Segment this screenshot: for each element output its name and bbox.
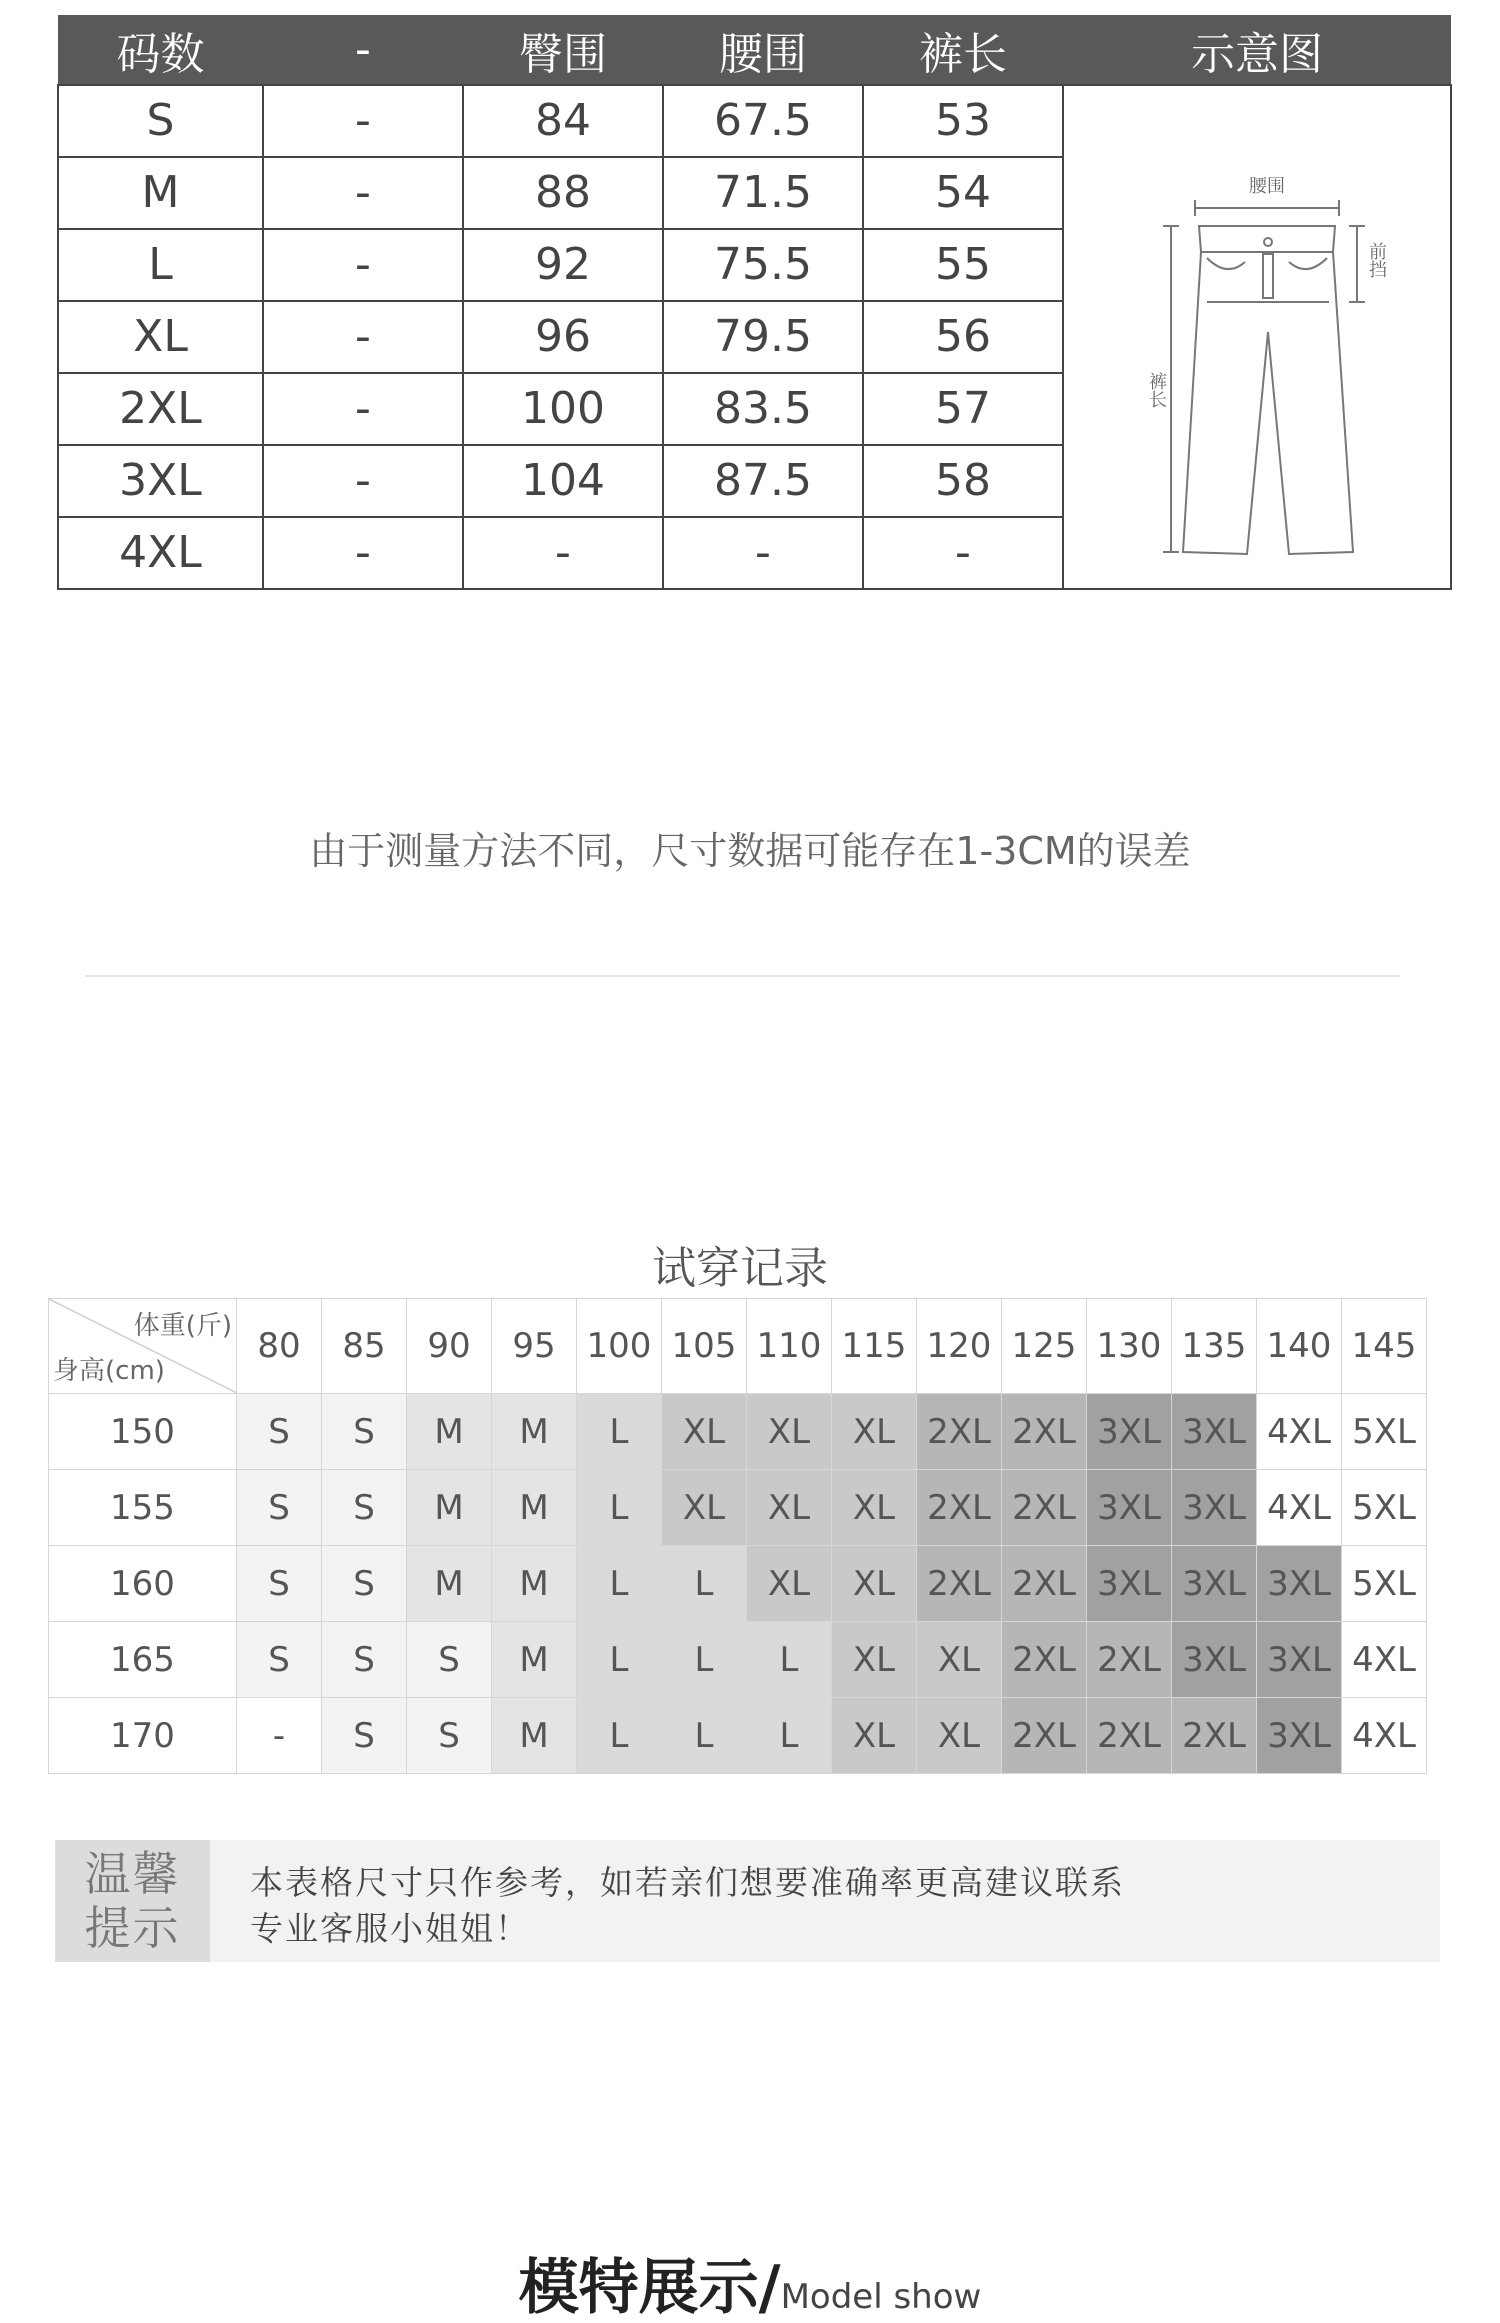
size-cell: 100 — [463, 373, 663, 445]
recommended-size-cell: XL — [747, 1470, 832, 1546]
recommended-size-cell: 2XL — [1172, 1698, 1257, 1774]
size-cell: 71.5 — [663, 157, 863, 229]
recommended-size-cell: 2XL — [917, 1470, 1002, 1546]
size-cell: 55 — [863, 229, 1063, 301]
size-cell: 54 — [863, 157, 1063, 229]
recommended-size-cell: 2XL — [917, 1546, 1002, 1622]
reminder-tag-line: 温馨 — [84, 1847, 181, 1901]
size-cell: - — [263, 157, 463, 229]
recommended-size-cell: 3XL — [1257, 1622, 1342, 1698]
weight-header-cell: 100 — [577, 1299, 662, 1394]
size-cell: 92 — [463, 229, 663, 301]
model-show-heading — [0, 2253, 1500, 2323]
size-cell: - — [263, 445, 463, 517]
recommended-size-cell: - — [237, 1698, 322, 1774]
recommended-size-cell: XL — [662, 1394, 747, 1470]
recommended-size-cell: 2XL — [1002, 1394, 1087, 1470]
weight-header-cell: 125 — [1002, 1299, 1087, 1394]
recommended-size-cell: L — [577, 1470, 662, 1546]
size-cell: - — [263, 373, 463, 445]
size-cell: - — [263, 301, 463, 373]
recommended-size-cell: XL — [917, 1622, 1002, 1698]
recommended-size-cell: S — [322, 1546, 407, 1622]
recommended-size-cell: 4XL — [1342, 1698, 1427, 1774]
recommended-size-cell: S — [407, 1698, 492, 1774]
recommended-size-cell: XL — [832, 1698, 917, 1774]
recommended-size-cell: 4XL — [1257, 1470, 1342, 1546]
size-cell: 84 — [463, 85, 663, 157]
recommended-size-cell: L — [577, 1394, 662, 1470]
recommended-size-cell: L — [662, 1546, 747, 1622]
recommended-size-cell: 2XL — [1002, 1698, 1087, 1774]
recommended-size-cell: S — [237, 1546, 322, 1622]
fitting-record-row — [49, 1622, 1427, 1698]
recommended-size-cell: 3XL — [1172, 1470, 1257, 1546]
size-cell: - — [663, 517, 863, 589]
recommended-size-cell: 5XL — [1342, 1394, 1427, 1470]
recommended-size-cell: XL — [832, 1622, 917, 1698]
recommended-size-cell: 3XL — [1087, 1394, 1172, 1470]
recommended-size-cell: L — [577, 1698, 662, 1774]
recommended-size-cell: XL — [747, 1546, 832, 1622]
recommended-size-cell: S — [322, 1470, 407, 1546]
diagram-label-front-rise: 前挡 — [1366, 242, 1387, 278]
measurement-note: 由于测量方法不同，尺寸数据可能存在1-3CM的误差 — [309, 829, 1191, 873]
recommended-size-cell: M — [492, 1546, 577, 1622]
weight-header-cell: 115 — [832, 1299, 917, 1394]
recommended-size-cell: 2XL — [917, 1394, 1002, 1470]
reminder-tag-line: 提示 — [84, 1901, 181, 1955]
size-cell: 83.5 — [663, 373, 863, 445]
size-table-header-row — [58, 15, 1451, 85]
recommended-size-cell: 2XL — [1002, 1622, 1087, 1698]
size-cell: 3XL — [58, 445, 263, 517]
size-cell: 2XL — [58, 373, 263, 445]
recommended-size-cell: S — [322, 1622, 407, 1698]
diagram-label-length: 裤长 — [1146, 372, 1167, 408]
recommended-size-cell: M — [492, 1698, 577, 1774]
weight-header-cell: 140 — [1257, 1299, 1342, 1394]
height-cell: 165 — [49, 1622, 237, 1698]
recommended-size-cell: M — [407, 1470, 492, 1546]
recommended-size-cell: XL — [832, 1470, 917, 1546]
size-cell: - — [263, 229, 463, 301]
weight-axis-label: 体重(斤) — [133, 1311, 232, 1341]
weight-header-cell: 90 — [407, 1299, 492, 1394]
height-cell: 150 — [49, 1394, 237, 1470]
recommended-size-cell: 3XL — [1087, 1470, 1172, 1546]
recommended-size-cell: XL — [832, 1546, 917, 1622]
recommended-size-cell: S — [237, 1394, 322, 1470]
height-cell: 155 — [49, 1470, 237, 1546]
reminder-text-line: 专业客服小姐姐！ — [250, 1909, 530, 1948]
recommended-size-cell: XL — [747, 1394, 832, 1470]
weight-header-cell: 130 — [1087, 1299, 1172, 1394]
size-cell: - — [263, 517, 463, 589]
size-cell: 53 — [863, 85, 1063, 157]
recommended-size-cell: 3XL — [1087, 1546, 1172, 1622]
recommended-size-cell: 5XL — [1342, 1546, 1427, 1622]
weight-header-cell: 95 — [492, 1299, 577, 1394]
size-cell: 104 — [463, 445, 663, 517]
size-cell: S — [58, 85, 263, 157]
reminder-text — [250, 1860, 1125, 1952]
diagram-label-waist: 腰围 — [1249, 176, 1285, 197]
size-cell: 88 — [463, 157, 663, 229]
recommended-size-cell: M — [492, 1394, 577, 1470]
size-header-cell: 裤长 — [863, 15, 1063, 85]
height-cell: 160 — [49, 1546, 237, 1622]
recommended-size-cell: 3XL — [1172, 1394, 1257, 1470]
height-axis-label: 身高(cm) — [53, 1356, 165, 1386]
recommended-size-cell: M — [492, 1622, 577, 1698]
reminder-tag — [55, 1840, 210, 1962]
reminder-box — [55, 1840, 1440, 1962]
recommended-size-cell: L — [747, 1698, 832, 1774]
size-header-cell: 臀围 — [463, 15, 663, 85]
recommended-size-cell: L — [662, 1698, 747, 1774]
size-cell: 75.5 — [663, 229, 863, 301]
recommended-size-cell: 3XL — [1172, 1546, 1257, 1622]
weight-header-cell: 110 — [747, 1299, 832, 1394]
pants-diagram-icon — [1067, 102, 1447, 572]
recommended-size-cell: S — [237, 1470, 322, 1546]
fitting-record-table — [48, 1298, 1427, 1774]
recommended-size-cell: L — [577, 1546, 662, 1622]
size-row — [58, 85, 1451, 157]
height-cell: 170 — [49, 1698, 237, 1774]
recommended-size-cell: 3XL — [1257, 1698, 1342, 1774]
recommended-size-cell: L — [662, 1622, 747, 1698]
recommended-size-cell: M — [407, 1394, 492, 1470]
recommended-size-cell: S — [322, 1394, 407, 1470]
size-cell: 87.5 — [663, 445, 863, 517]
recommended-size-cell: M — [407, 1546, 492, 1622]
size-cell: M — [58, 157, 263, 229]
size-cell: L — [58, 229, 263, 301]
size-cell: - — [863, 517, 1063, 589]
fitting-record-row — [49, 1546, 1427, 1622]
size-cell: - — [463, 517, 663, 589]
size-cell: 57 — [863, 373, 1063, 445]
recommended-size-cell: 4XL — [1342, 1622, 1427, 1698]
size-cell: XL — [58, 301, 263, 373]
recommended-size-cell: XL — [917, 1698, 1002, 1774]
recommended-size-cell: M — [492, 1470, 577, 1546]
size-cell: - — [263, 85, 463, 157]
recommended-size-cell: XL — [832, 1394, 917, 1470]
fitting-record-row — [49, 1698, 1427, 1774]
recommended-size-cell: 5XL — [1342, 1470, 1427, 1546]
weight-header-cell: 80 — [237, 1299, 322, 1394]
fitting-record-row — [49, 1470, 1427, 1546]
weight-header-cell: 85 — [322, 1299, 407, 1394]
recommended-size-cell: 3XL — [1172, 1622, 1257, 1698]
size-cell: 58 — [863, 445, 1063, 517]
recommended-size-cell: L — [577, 1622, 662, 1698]
size-cell: 4XL — [58, 517, 263, 589]
fitting-record-title: 试穿记录 — [652, 1243, 828, 1294]
recommended-size-cell: XL — [662, 1470, 747, 1546]
size-table — [57, 15, 1452, 590]
recommended-size-cell: 4XL — [1257, 1394, 1342, 1470]
size-header-cell: 示意图 — [1063, 15, 1451, 85]
size-cell: 67.5 — [663, 85, 863, 157]
section-divider — [85, 975, 1400, 977]
recommended-size-cell: 2XL — [1002, 1470, 1087, 1546]
size-cell: 56 — [863, 301, 1063, 373]
fitting-record-header-row — [49, 1299, 1427, 1394]
recommended-size-cell: L — [747, 1622, 832, 1698]
weight-header-cell: 135 — [1172, 1299, 1257, 1394]
weight-header-cell: 145 — [1342, 1299, 1427, 1394]
model-show-title-en: Model show — [780, 2277, 982, 2317]
corner-header-cell — [49, 1299, 237, 1394]
size-header-cell: 腰围 — [663, 15, 863, 85]
reminder-text-line: 本表格尺寸只作参考，如若亲们想要准确率更高建议联系 — [250, 1863, 1125, 1902]
recommended-size-cell: S — [407, 1622, 492, 1698]
weight-header-cell: 120 — [917, 1299, 1002, 1394]
weight-header-cell: 105 — [662, 1299, 747, 1394]
size-cell: 96 — [463, 301, 663, 373]
size-header-cell: - — [263, 15, 463, 85]
fitting-record-row — [49, 1394, 1427, 1470]
recommended-size-cell: S — [237, 1622, 322, 1698]
recommended-size-cell: S — [322, 1698, 407, 1774]
recommended-size-cell: 3XL — [1257, 1546, 1342, 1622]
model-show-title-cn: 模特展示/ — [518, 2253, 781, 2323]
size-header-cell: 码数 — [58, 15, 263, 85]
recommended-size-cell: 2XL — [1002, 1546, 1087, 1622]
recommended-size-cell: 2XL — [1087, 1622, 1172, 1698]
pants-diagram-cell — [1063, 85, 1451, 589]
size-cell: 79.5 — [663, 301, 863, 373]
recommended-size-cell: 2XL — [1087, 1698, 1172, 1774]
